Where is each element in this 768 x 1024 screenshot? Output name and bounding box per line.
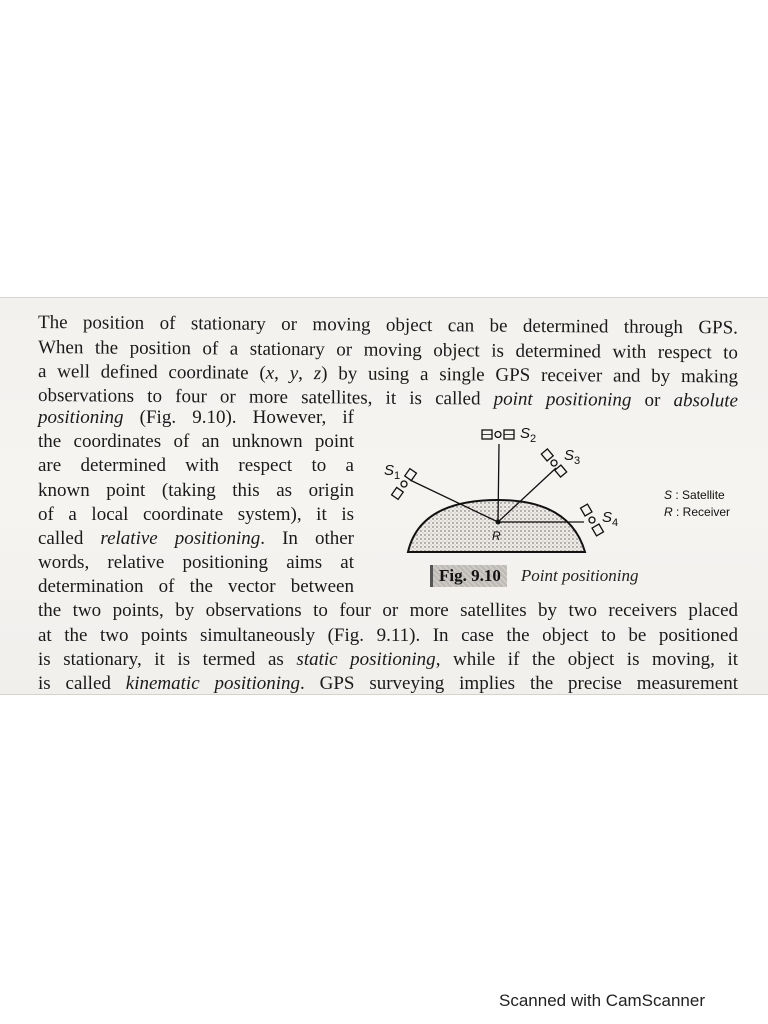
figure-number: Fig. 9.10 [430,565,507,587]
paragraph-line-16: is called kinematic positioning. GPS surveying implies the precise measurement [38,673,738,694]
paragraph-line-13: the two points, by observations to four or more satellites by two receivers placed [38,600,738,621]
receiver-point [496,520,501,525]
label-s3: $S_3$ [564,447,581,467]
paragraph-line-10: called relative positioning. In other [38,528,354,549]
label-receiver: R [492,529,501,543]
satellite-s2-icon [482,430,514,439]
paragraph-line-2: When the position of a stationary or moving object is determined with respect to [37,337,739,364]
earth-surface [408,500,585,552]
scanner-watermark: Scanned with CamScanner [499,991,706,1010]
paragraph-line-3: a well defined coordinate (x, y, z) by using a single GPS receiver and by making [37,361,739,388]
label-s1: $S_1$ [384,462,401,482]
paragraph-line-9: of a local coordinate system), it is [38,504,354,525]
paragraph-line-1: The position of stationary or moving object can be determined through GPS. [37,312,739,339]
paragraph-line-15: is stationary, it is termed as static positioning, while if the object is moving, it [38,649,738,670]
legend-satellite: S : Satellite [664,488,725,502]
paragraph-line-8: known point (taking this as origin [38,480,354,501]
paragraph-line-12: determination of the vector between [38,576,354,597]
paragraph-line-4: observations to four or more satellites, it is called point positioning or absolute [37,385,739,412]
paragraph-line-11: words, relative positioning aims at [38,552,354,573]
paragraph-line-6: the coordinates of an unknown point [38,431,354,452]
label-s2: $S_2$ [520,425,537,445]
legend-receiver: R : Receiver [664,505,731,519]
paragraph-line-14: at the two points simultaneously (Fig. 9.11). In case the object to be positioned [38,625,738,646]
figure-caption [430,564,638,588]
label-s4: $S_4$ [602,509,619,529]
satellite-s4-icon [581,504,604,536]
figure-title: Point positioning [520,566,639,585]
satellite-s3-icon [541,449,566,477]
paragraph-line-7: are determined with respect to a [38,455,354,476]
paragraph-line-5: positioning (Fig. 9.10). However, if [38,407,354,428]
